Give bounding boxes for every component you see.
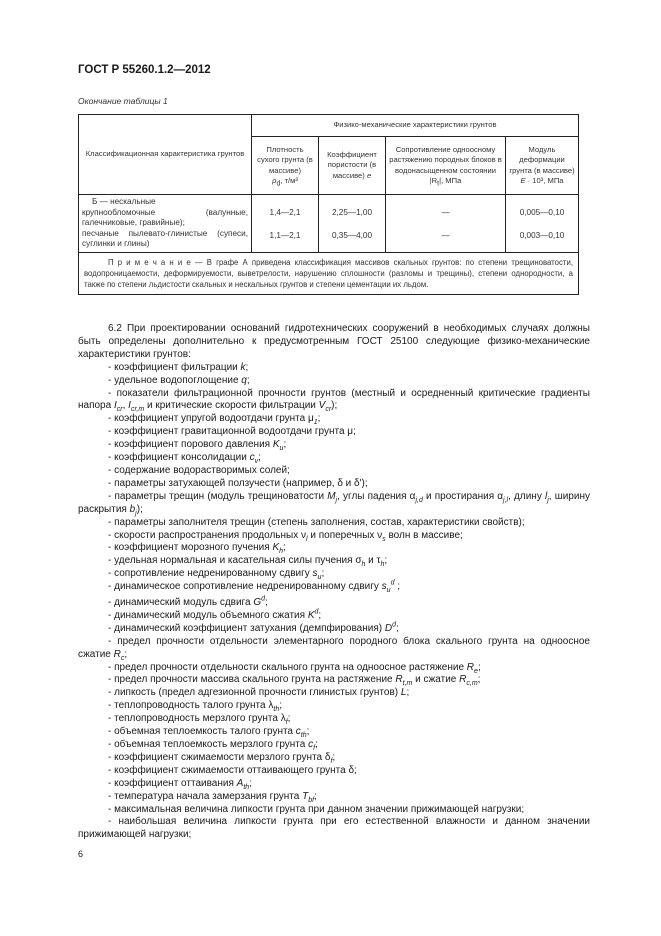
text: ;	[477, 674, 481, 686]
superscript: d	[314, 608, 319, 616]
text: - удельное водопоглощение	[108, 374, 242, 386]
class-label: песчаные пылевато-глинистые (супеси, суглинки и глины)	[82, 228, 248, 248]
list-item	[78, 439, 590, 452]
column-header-classification: Классификационная характеристика грунтов	[79, 115, 252, 195]
text: ;	[279, 700, 282, 712]
subscript: 1	[313, 419, 318, 427]
text: ;	[249, 777, 252, 789]
text: - наибольшая величина липкости грунта при его естественной влажности и данном значении прижимающей нагрузки;	[78, 816, 590, 841]
symbol: K	[272, 439, 280, 451]
symbol: T	[302, 790, 309, 802]
value: 2,25—1,00	[331, 207, 373, 217]
subscript: u	[386, 587, 391, 595]
page-number: 6	[78, 849, 84, 859]
cell-density	[252, 195, 319, 253]
cell-tensile	[386, 195, 506, 253]
text: ;	[287, 713, 291, 725]
symbol: A	[236, 777, 244, 789]
text: и критические скорости фильтрации	[144, 400, 319, 412]
text: - теплопроводность талого грунта λ	[108, 700, 274, 712]
symbol: K	[307, 609, 315, 621]
text: - динамическое сопротивление недренированному сдвигу	[108, 581, 382, 593]
header-symbol: E	[520, 176, 526, 185]
text: ;	[321, 568, 325, 580]
symbol: G	[253, 597, 262, 609]
text: - коэффициент фильтрации	[108, 361, 241, 373]
text: - предел прочности отдельности скального грунта на одноосное растяжение	[108, 661, 467, 673]
value: —	[441, 207, 450, 217]
text: - содержание водорастворимых солей;	[108, 464, 290, 476]
text: ;	[332, 751, 336, 763]
header-text: Сопротивление одноосному растяжению породных блоков в водонасыщенном состоянии |R	[389, 144, 502, 185]
symbol: s	[381, 581, 387, 593]
header-unit: · 10³, МПа	[525, 176, 564, 185]
list-item	[78, 674, 590, 687]
class-label: крупнообломочные (валунные, галечниковые, гравийные);	[82, 207, 248, 227]
paragraph	[78, 323, 590, 362]
text: ;	[395, 622, 399, 634]
text: - коэффициент консолидации	[108, 452, 250, 464]
symbol: L	[400, 687, 407, 699]
symbol: R	[113, 648, 121, 660]
subscript: l	[306, 535, 308, 543]
text: - теплопроводность мерзлого грунта λ	[108, 713, 286, 725]
text: ,	[122, 400, 129, 412]
list-item	[78, 687, 590, 700]
symbol: V	[318, 400, 326, 412]
header-sub: d	[276, 180, 281, 188]
column-header-deformation-modulus	[506, 137, 579, 195]
list-item	[78, 568, 590, 581]
list-item	[78, 491, 590, 517]
text: - предел прочности массива скального грунта на растяжение	[108, 674, 396, 686]
section-6-2-text	[78, 323, 590, 842]
subscript: j,d	[415, 496, 423, 504]
subscript: bf	[308, 796, 315, 804]
column-header-porosity	[319, 137, 386, 195]
subscript: cr	[116, 406, 123, 414]
subscript: u	[279, 445, 284, 453]
symbol: c	[249, 452, 255, 464]
subscript: th	[300, 732, 307, 740]
text: - параметры трещин (модуль трещиноватости	[108, 490, 328, 502]
list-item	[78, 362, 590, 375]
text: - коэффициент гравитационной водоотдачи грунта μ;	[108, 426, 356, 438]
header-text: Модуль деформации грунта (в массиве)	[509, 144, 575, 175]
text: ;	[394, 581, 401, 593]
header-symbol: ρ	[272, 176, 277, 185]
text: - удельная нормальная и касательная силы пучения σ	[108, 555, 362, 567]
list-item	[78, 388, 590, 414]
list-item	[78, 478, 590, 491]
list-item	[78, 700, 590, 713]
text: ;	[245, 361, 249, 373]
subscript: th	[273, 706, 280, 714]
text: ;	[283, 542, 286, 554]
list-item	[78, 610, 590, 623]
header-unit: , т/м³	[280, 176, 298, 185]
soil-characteristics-table	[78, 114, 579, 295]
note-text: — В графе А приведена классификация массивов скальных грунтов: по степени трещиноватости, водопроницаемости, деформируемости, выветрелости, нарушению сплошности (разломы и трещины), степени однородности, а также по степени льдистости скальных и нескальных грунтов и степени цементации их льдом.	[84, 258, 573, 289]
list-item	[78, 555, 590, 568]
text: , углы падения α	[337, 490, 416, 502]
symbol: R	[466, 661, 475, 673]
subscript: u	[317, 574, 322, 582]
text: - объемная теплоемкость талого грунта	[108, 726, 296, 738]
text: - максимальная величина липкости грунта при данном значении прижимающей нагрузки;	[108, 803, 525, 815]
list-item	[78, 726, 590, 739]
value: 0,35—4,00	[331, 230, 373, 240]
text: и простирания α	[422, 490, 504, 502]
text: ;	[315, 739, 318, 750]
subscript: t,m	[402, 680, 413, 688]
text: );	[136, 503, 143, 515]
symbol: c	[308, 739, 314, 750]
list-item	[78, 597, 590, 610]
text: - сопротивление недренированному сдвигу	[108, 568, 313, 580]
text: ;	[477, 661, 481, 673]
text: ;	[258, 452, 261, 464]
header-symbol: e	[366, 170, 372, 180]
text: , длину	[508, 490, 545, 502]
text: ;	[306, 726, 310, 738]
header-text: Плотность сухого грунта (в массиве)	[257, 144, 313, 175]
text: - скорости распространения продольных ν	[108, 529, 307, 541]
text: ;	[246, 374, 250, 386]
list-item	[78, 662, 590, 675]
list-item	[78, 517, 590, 530]
list-item	[78, 765, 590, 778]
subscript: j	[135, 509, 137, 517]
text: - показатели фильтрационной прочности грунтов (местный и осредненный критические градиенты напора	[78, 387, 590, 412]
table-note	[79, 253, 579, 295]
header-unit: |, МПа	[439, 176, 462, 185]
text: и поперечных ν	[307, 529, 383, 541]
list-item	[78, 426, 590, 439]
text: - температура начала замерзания грунта	[108, 790, 303, 802]
subscript: e	[474, 667, 478, 675]
class-label: Б — нескальные	[92, 197, 156, 206]
subscript: cr,m	[130, 406, 145, 414]
text: - коэффициент сжимаемости оттаивающего грунта δ;	[108, 764, 357, 776]
text: ;	[384, 555, 388, 567]
subscript: th	[243, 783, 250, 791]
text: , ширину раскрытия	[78, 490, 590, 515]
cell-modulus	[506, 195, 579, 253]
list-item	[78, 636, 590, 662]
subscript: f	[313, 745, 316, 752]
list-item	[78, 465, 590, 478]
text: - динамический модуль объемного сжатия	[108, 609, 308, 621]
list-item	[78, 816, 590, 842]
value: 1,4—2,1	[269, 207, 301, 217]
cell-porosity	[319, 195, 386, 253]
subscript: j	[335, 496, 338, 504]
text: );	[331, 400, 338, 412]
column-header-tensile-resistance	[386, 137, 506, 195]
value: 0,005—0,10	[519, 207, 565, 217]
list-item	[78, 791, 590, 804]
symbol: q	[241, 374, 247, 386]
text: - коэффициент сжимаемости мерзлого грунта δ	[108, 751, 331, 763]
row-classification	[79, 195, 252, 253]
column-header-density	[252, 137, 319, 195]
subscript: j	[547, 496, 549, 504]
header-sub: t	[437, 180, 440, 188]
list-item	[78, 739, 590, 752]
list-item	[78, 752, 590, 765]
text: 6.2 При проектировании оснований гидротехнических сооружений в необходимых случаях должны быть определены дополнительно к предусмотренным ГОСТ 25100 следующие физико-механические характеристики грунтов:	[78, 323, 590, 360]
symbol: c	[295, 726, 301, 738]
text: - коэффициент упругой водоотдачи грунта μ	[108, 413, 314, 425]
symbol: b	[129, 503, 136, 515]
list-item	[78, 413, 590, 426]
superscript: d	[261, 595, 266, 603]
column-group-header: Физико-механические характеристики грунтов	[252, 115, 579, 137]
symbol: I	[113, 400, 117, 412]
text: ;	[314, 790, 317, 802]
symbol: R	[459, 674, 467, 686]
value: 1,1—2,1	[269, 230, 301, 240]
list-item	[78, 375, 590, 388]
header-text: Коэффициент пористости (в массиве)	[327, 149, 377, 180]
subscript: j,l	[503, 496, 509, 504]
list-item	[78, 530, 590, 543]
subscript: h	[279, 548, 284, 556]
subscript: v	[254, 458, 259, 466]
symbol: M	[327, 490, 336, 502]
text: - динамический коэффициент затухания (демпфирования)	[108, 622, 385, 634]
text: ;	[283, 439, 287, 451]
text: ;	[318, 609, 322, 621]
superscript: d	[390, 579, 395, 587]
value: —	[441, 230, 450, 240]
text: - коэффициент морозного пучения	[108, 542, 273, 554]
text: и сжатие	[412, 674, 460, 686]
symbol: R	[395, 674, 403, 686]
symbol: s	[312, 568, 318, 580]
subscript: h	[361, 561, 366, 569]
symbol: I	[128, 400, 131, 412]
list-item	[78, 713, 590, 726]
text: - объемная теплоемкость мерзлого грунта	[108, 739, 309, 750]
value: 0,003—0,10	[519, 230, 565, 240]
text: ;	[317, 413, 321, 425]
list-item	[78, 778, 590, 791]
text: - коэффициент порового давления	[108, 439, 273, 451]
superscript: d	[392, 621, 396, 629]
text: волн в массиве;	[385, 529, 463, 541]
note-label: П р и м е ч а н и е	[108, 258, 191, 267]
list-item	[78, 542, 590, 555]
table-caption: Окончание таблицы 1	[78, 96, 168, 106]
subscript: f	[285, 719, 288, 727]
text: - коэффициент оттаивания	[108, 777, 237, 789]
text: - параметры затухающей ползучести (например, δ и δ');	[108, 477, 368, 489]
subscript: s	[382, 535, 386, 543]
text: - динамический модуль сдвига	[108, 597, 254, 609]
document-header: ГОСТ Р 55260.1.2—2012	[78, 64, 211, 76]
list-item	[78, 804, 590, 817]
list-item	[78, 452, 590, 465]
symbol: k	[240, 361, 246, 373]
symbol: K	[272, 542, 280, 554]
subscript: cr	[325, 406, 332, 414]
text: и τ	[365, 555, 381, 567]
text: - параметры заполнителя трещин (степень заполнения, состав, характеристики свойств);	[108, 516, 525, 528]
subscript: f	[330, 757, 333, 765]
text: - предел прочности отдельности элементарного породного блока скального грунта на одноосное сжатие	[78, 635, 590, 660]
symbol: D	[384, 622, 393, 634]
list-item	[78, 581, 590, 594]
text: ;	[124, 648, 128, 660]
subscript: h	[380, 561, 385, 569]
subscript: c	[120, 654, 125, 662]
list-item	[78, 623, 590, 636]
subscript: c,m	[466, 680, 478, 688]
text: - липкость (предел адгезионной прочности глинистых грунтов)	[108, 687, 401, 699]
text: ;	[265, 597, 268, 609]
text: ;	[406, 687, 410, 699]
symbol: l	[544, 490, 548, 502]
